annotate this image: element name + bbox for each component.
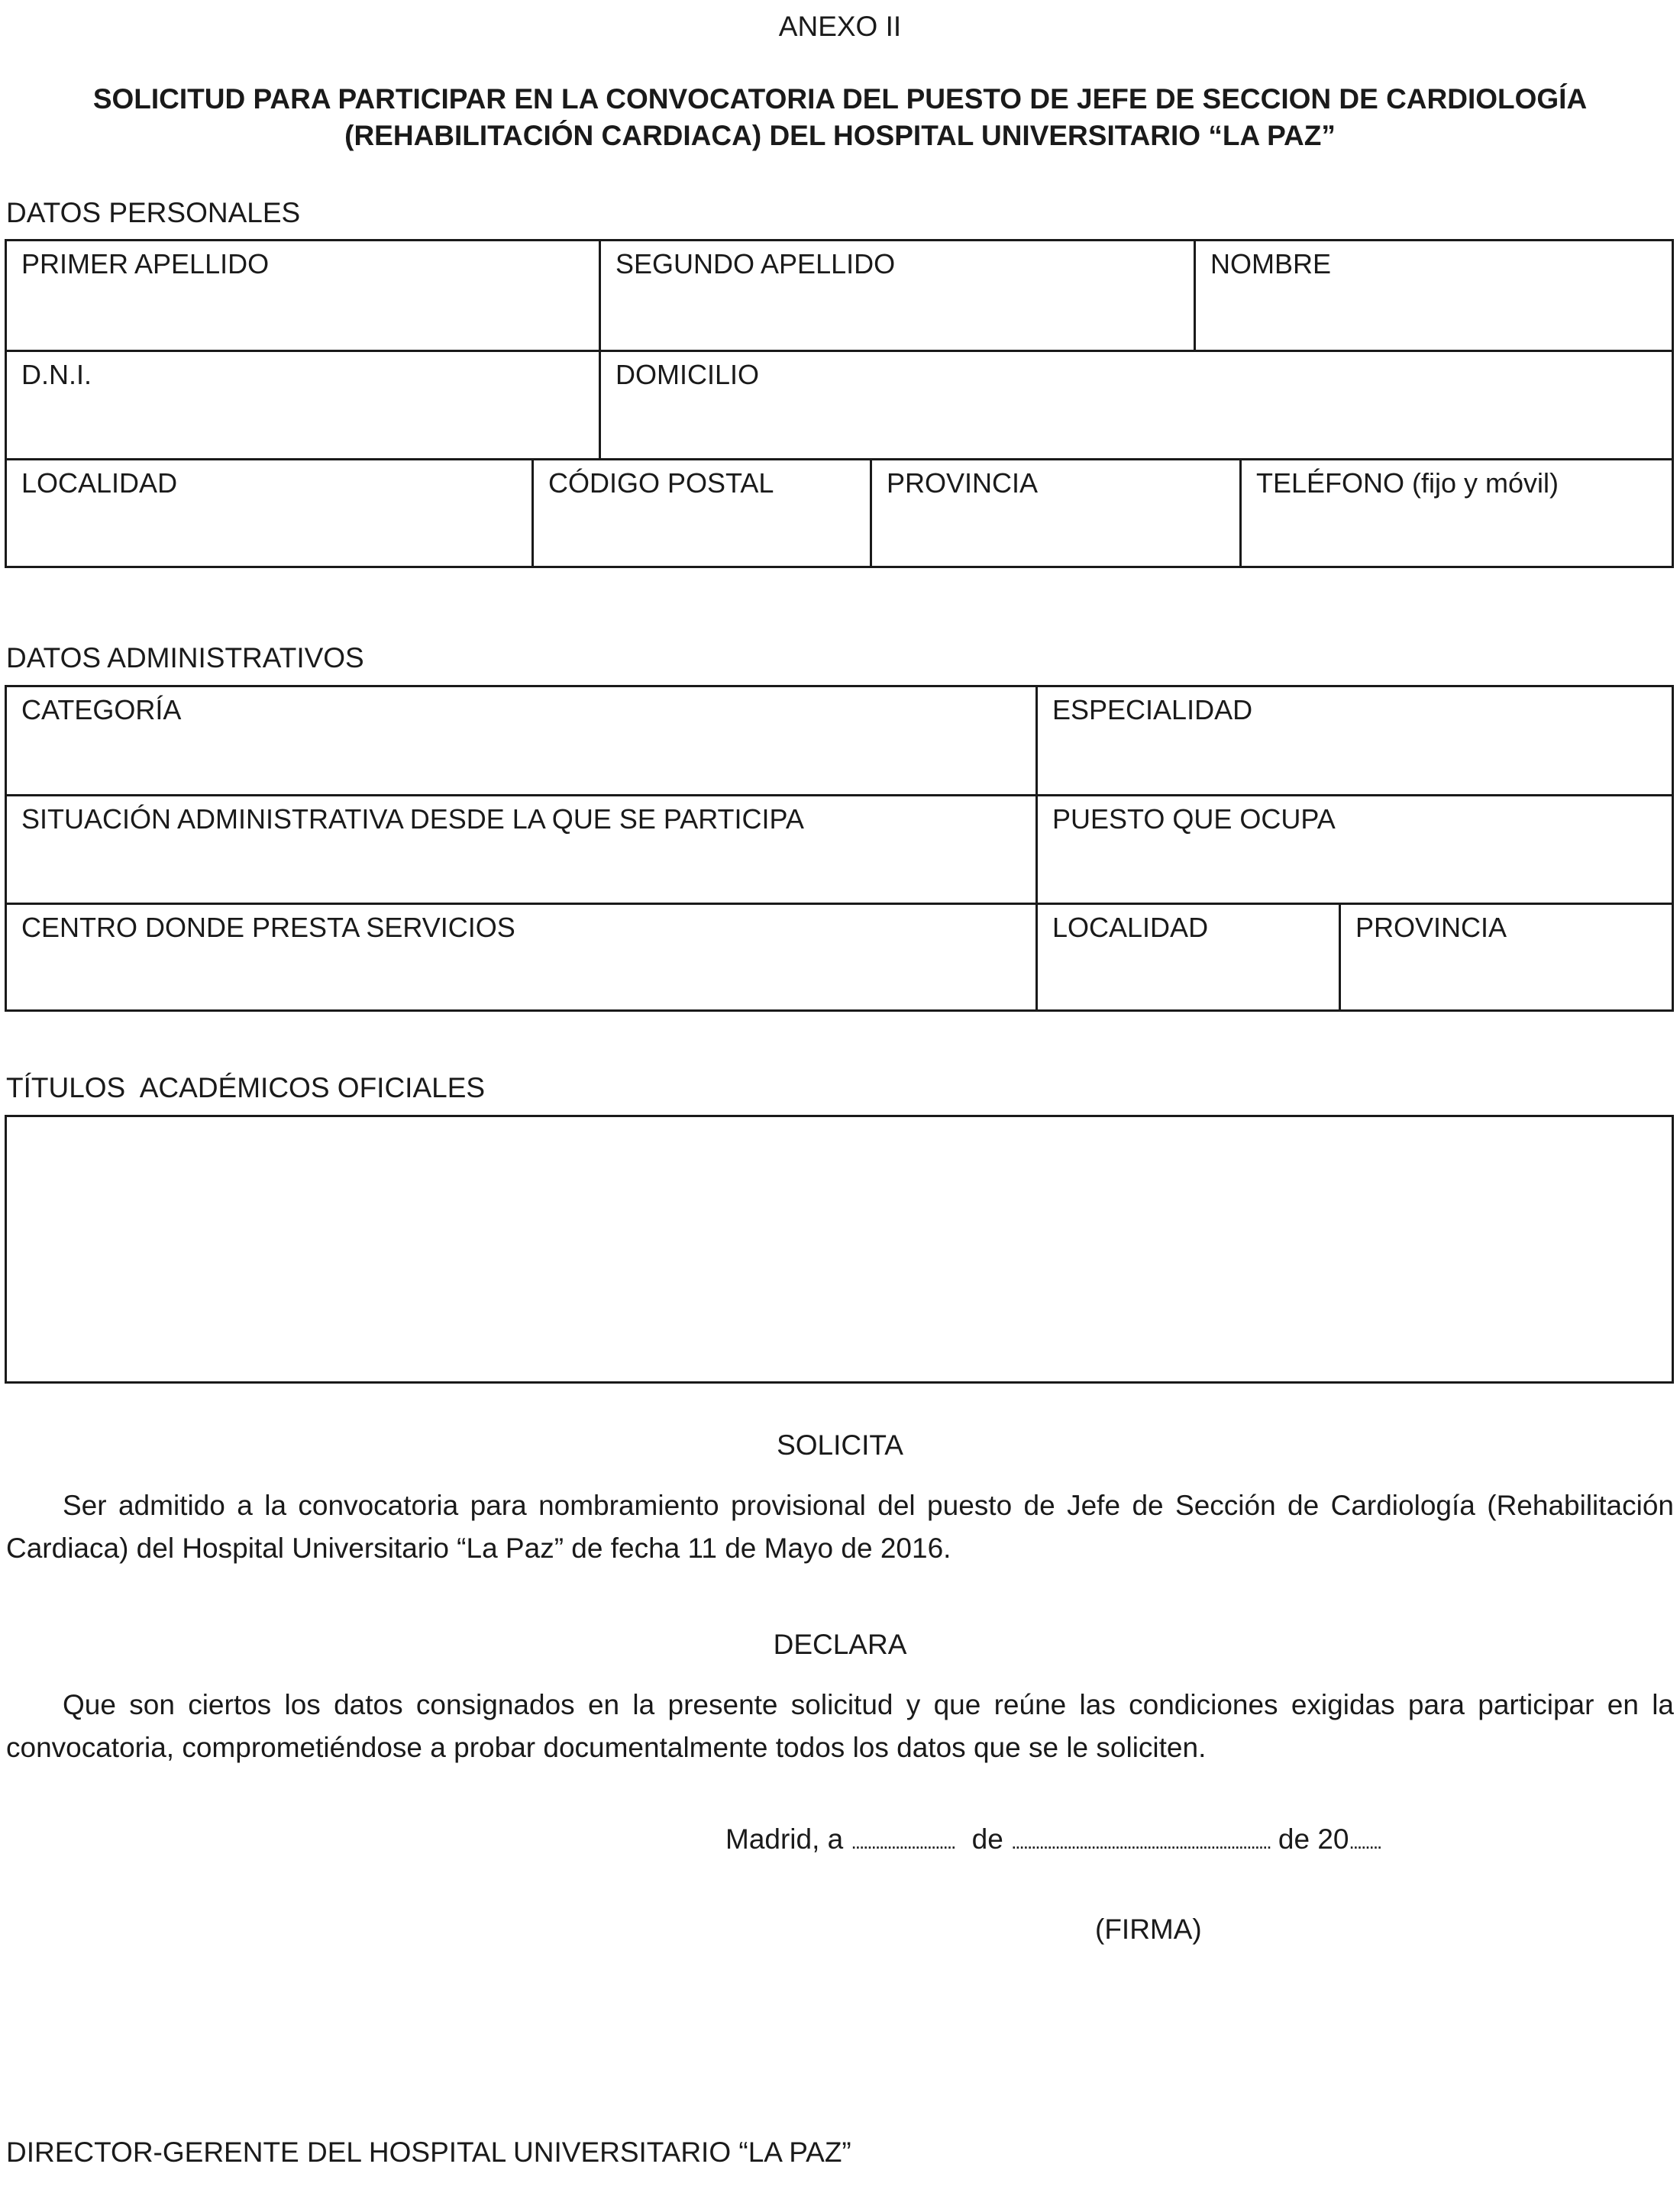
declara-heading: DECLARA <box>773 1629 907 1660</box>
solicita-text: Ser admitido a la convocatoria para nombramiento provisional del puesto de Jefe de Sección de Cardiología (Rehabilitación Cardiaca) del Hospital Universitario “La Paz” de fecha 11 de Mayo de 2016. <box>6 1490 1674 1564</box>
field-label: PROVINCIA <box>887 467 1039 499</box>
field-label: ESPECIALIDAD <box>1052 694 1253 725</box>
academic-titles-heading: TÍTULOS ACADÉMICOS OFICIALES <box>6 1072 486 1103</box>
addressee: DIRECTOR-GERENTE DEL HOSPITAL UNIVERSITARIO “LA PAZ” <box>6 2136 851 2168</box>
firma-label: (FIRMA) <box>1095 1914 1202 1945</box>
field-centro-localidad[interactable] <box>1035 905 1339 1009</box>
field-label: CENTRO DONDE PRESTA SERVICIOS <box>21 912 515 943</box>
field-label: DOMICILIO <box>615 359 760 390</box>
field-label: NOMBRE <box>1210 248 1332 279</box>
field-primer-apellido[interactable] <box>7 241 599 350</box>
field-label: SITUACIÓN ADMINISTRATIVA DESDE LA QUE SE PARTICIPA <box>21 803 804 835</box>
form-title-line-2: (REHABILITACIÓN CARDIACA) DEL HOSPITAL UNIVERSITARIO “LA PAZ” <box>344 120 1336 151</box>
field-label: LOCALIDAD <box>21 467 178 499</box>
academic-titles-box[interactable] <box>5 1115 1674 1384</box>
personal-data-table <box>5 239 1674 568</box>
field-domicilio[interactable] <box>599 352 1672 458</box>
place-label: Madrid, a <box>725 1823 844 1855</box>
solicita-heading: SOLICITA <box>777 1429 903 1461</box>
form-title-line-1: SOLICITUD PARA PARTICIPAR EN LA CONVOCATORIA DEL PUESTO DE JEFE DE SECCION DE CARDIOLOGÍA <box>92 83 1588 115</box>
field-label: D.N.I. <box>21 359 92 390</box>
field-label: TELÉFONO (fijo y móvil) <box>1256 467 1559 499</box>
field-categoria[interactable] <box>7 687 1035 794</box>
field-centro-provincia[interactable] <box>1339 905 1672 1009</box>
signature-date-line <box>725 1823 1381 1855</box>
field-label: SEGUNDO APELLIDO <box>615 248 896 279</box>
field-label: PROVINCIA <box>1355 912 1507 943</box>
personal-data-heading: DATOS PERSONALES <box>6 197 301 228</box>
admin-row-1 <box>7 687 1672 794</box>
field-dni[interactable] <box>7 352 599 458</box>
field-centro[interactable] <box>7 905 1035 1009</box>
declara-text: Que son ciertos los datos consignados en la presente solicitud y que reúne las condiciones exigidas para participar en la convocatoria, comprometiéndose a probar documentalmente todos los datos que se le soliciten. <box>6 1689 1674 1763</box>
field-telefono[interactable] <box>1239 460 1672 566</box>
annex-label: ANEXO II <box>778 11 902 42</box>
de-label-2: de 20 <box>1278 1823 1349 1855</box>
field-label: CÓDIGO POSTAL <box>548 467 774 499</box>
field-segundo-apellido[interactable] <box>599 241 1194 350</box>
year-blank[interactable]: ........ <box>1349 1830 1381 1853</box>
field-localidad[interactable] <box>7 460 531 566</box>
field-label: CATEGORÍA <box>21 694 182 725</box>
admin-row-3 <box>7 903 1672 1009</box>
field-label: PUESTO QUE OCUPA <box>1052 803 1336 835</box>
field-situacion-administrativa[interactable] <box>7 796 1035 903</box>
field-codigo-postal[interactable] <box>531 460 870 566</box>
field-label: PRIMER APELLIDO <box>21 248 270 279</box>
admin-row-2 <box>7 794 1672 903</box>
day-blank[interactable]: .......................... <box>851 1830 955 1853</box>
administrative-data-heading: DATOS ADMINISTRATIVOS <box>6 642 364 673</box>
field-puesto-que-ocupa[interactable] <box>1035 796 1672 903</box>
field-provincia[interactable] <box>870 460 1239 566</box>
personal-row-2 <box>7 350 1672 458</box>
personal-row-3 <box>7 458 1672 566</box>
personal-row-1 <box>7 241 1672 350</box>
field-label: LOCALIDAD <box>1052 912 1209 943</box>
administrative-data-table <box>5 685 1674 1012</box>
de-label-1: de <box>971 1823 1003 1855</box>
field-especialidad[interactable] <box>1035 687 1672 794</box>
field-nombre[interactable] <box>1194 241 1672 350</box>
month-blank[interactable]: ................................................................. <box>1011 1830 1271 1853</box>
